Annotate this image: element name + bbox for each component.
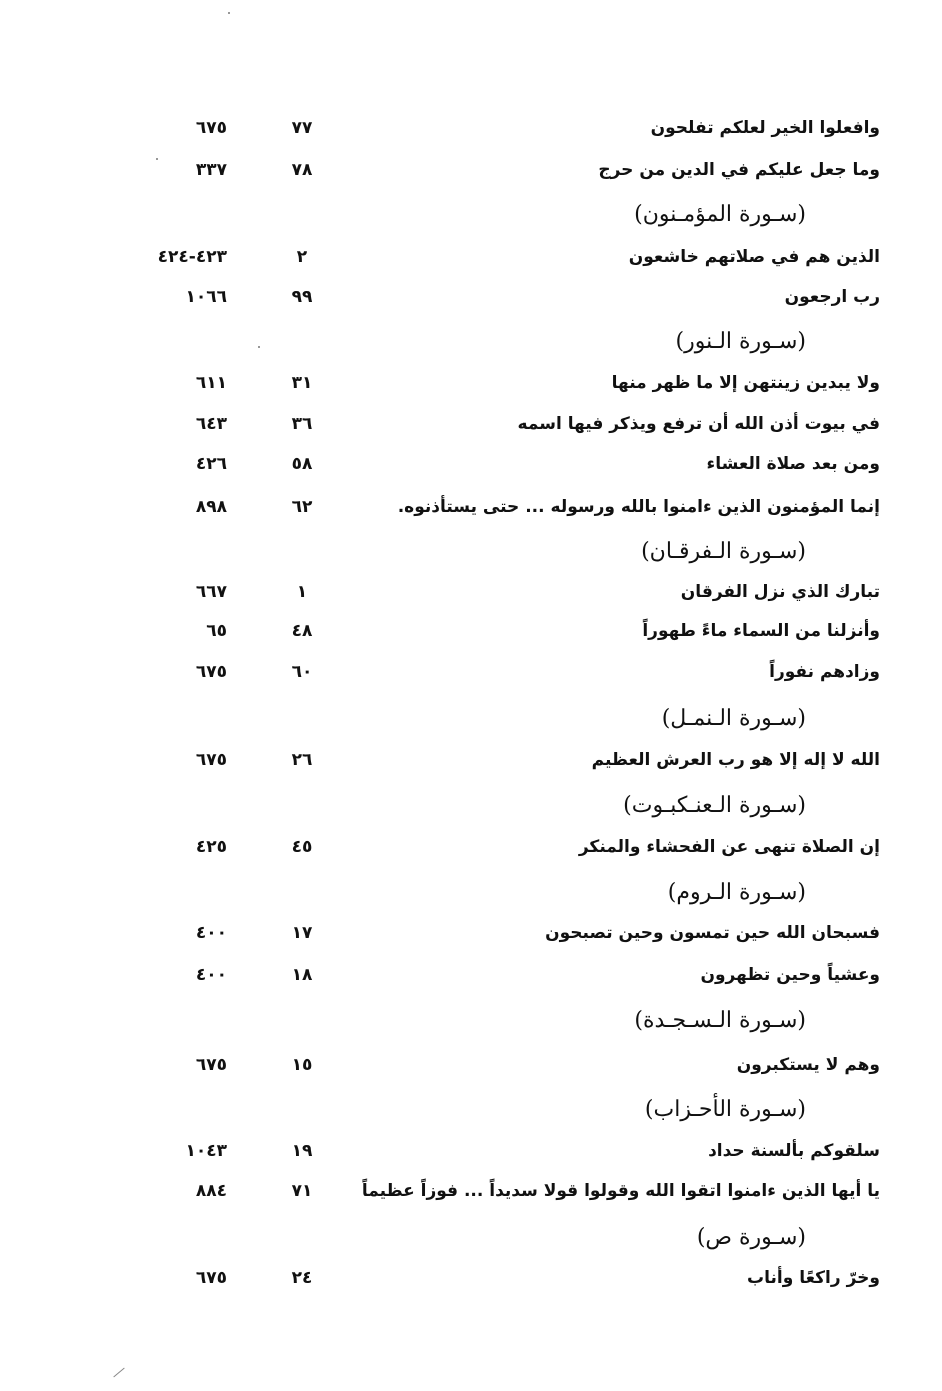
verse-text: يا أيها الذين ءامنوا اتقوا الله وقولوا قولا سديداً ... فوزاً عظيماً [361,1181,880,1201]
surah-heading [0,530,942,574]
verse-row [0,150,942,190]
surah-title: (سـورة الأحـزاب) [644,1097,806,1122]
ayah-number: ١٧ [291,923,313,943]
page-reference: ٦٧٥ [195,750,227,770]
verse-row [0,1045,942,1085]
verse-text: إن الصلاة تنهى عن الفحشاء والمنكر [578,837,880,857]
ayah-number: ٢٤ [291,1268,313,1288]
page-reference: ٦٦٧ [195,582,227,602]
surah-title: (سـورة المؤمـنون) [634,202,806,227]
surah-heading [0,193,942,237]
page-reference: ٤٢٦ [195,454,227,474]
verse-text: وافعلوا الخير لعلكم تفلحون [650,118,880,138]
verse-row [0,404,942,444]
verse-row [0,913,942,953]
verse-row [0,444,942,484]
page-reference: ٤٢٣-٤٢٤ [157,247,227,267]
verse-row [0,363,942,403]
verse-text: وما جعل عليكم في الدين من حرج [598,160,880,180]
surah-heading [0,320,942,364]
ayah-number: ٧١ [291,1181,313,1201]
ayah-number: ٥٨ [291,454,313,474]
ayah-number: ١٩ [291,1141,313,1161]
ayah-number: ١ [296,582,308,602]
verse-row [0,652,942,692]
ayah-number: ٦٠ [291,662,313,682]
surah-title: (سـورة الـسـجـدة) [634,1008,806,1033]
surah-title: (سـورة الـنمـل) [661,706,806,731]
page-reference: ٦٧٥ [195,662,227,682]
scan-speck [156,158,158,160]
page-reference: ٨٨٤ [195,1181,227,1201]
surah-title: (سـورة الـفرقـان) [641,539,806,564]
page-reference: ٤٢٥ [195,837,227,857]
ayah-number: ٤٨ [291,621,313,641]
verse-text: وخرّ راكعًا وأناب [747,1268,880,1288]
page-reference: ٨٩٨ [195,497,227,517]
verse-row [0,277,942,317]
surah-title: (سـورة الـنور) [675,329,806,354]
surah-heading [0,697,942,741]
verse-row [0,1258,942,1298]
page-reference: ٤٠٠ [195,965,227,985]
scan-speck [228,12,230,14]
ayah-number: ٩٩ [291,287,313,307]
ayah-number: ٧٨ [291,160,313,180]
verse-text: ولا يبدين زينتهن إلا ما ظهر منها [611,373,880,393]
verse-row [0,827,942,867]
ayah-number: ٢ [296,247,308,267]
verse-row [0,740,942,780]
verse-row [0,572,942,612]
verse-text: الله لا إله إلا هو رب العرش العظيم [591,750,880,770]
page-reference: ٦٧٥ [195,1268,227,1288]
page-reference: ٦٥ [206,621,227,641]
verse-text: وعشياً وحين تظهرون [700,965,880,985]
surah-heading [0,1088,942,1132]
surah-heading [0,784,942,828]
page-reference: ٦٤٣ [195,414,227,434]
ayah-number: ٦٢ [291,497,313,517]
page-reference: ٦١١ [195,373,227,393]
verse-row [0,108,942,148]
verse-row [0,611,942,651]
surah-heading [0,999,942,1043]
ayah-number: ٤٥ [291,837,313,857]
ayah-number: ٢٦ [291,750,313,770]
surah-title: (سـورة ص) [696,1225,806,1250]
surah-heading [0,871,942,915]
surah-title: (سـورة الـعنـكبـوت) [623,793,806,818]
verse-text: إنما المؤمنون الذين ءامنوا بالله ورسوله ... حتى يستأذنوه. [397,497,880,517]
page-reference: ٤٠٠ [195,923,227,943]
verse-row [0,487,942,527]
verse-row [0,1131,942,1171]
verse-text: الذين هم في صلاتهم خاشعون [628,247,880,267]
page-reference: ٦٧٥ [195,118,227,138]
verse-text: سلقوكم بألسنة حداد [708,1141,880,1161]
verse-row [0,237,942,277]
page-reference: ٣٣٧ [195,160,227,180]
scan-speck [258,346,260,348]
ayah-number: ٣٦ [291,414,313,434]
page-reference: ١٠٦٦ [185,287,227,307]
ayah-number: ١٨ [291,965,313,985]
verse-text: فسبحان الله حين تمسون وحين تصبحون [545,923,880,943]
verse-row [0,955,942,995]
verse-text: تبارك الذي نزل الفرقان [680,582,880,602]
verse-text: وزادهم نفوراً [769,662,880,682]
verse-text: وهم لا يستكبرون [736,1055,880,1075]
verse-text: وأنزلنا من السماء ماءً طهوراً [642,621,880,641]
page-reference: ١٠٤٣ [185,1141,227,1161]
surah-title: (سـورة الـروم) [667,880,806,905]
verse-row [0,1171,942,1211]
verse-text: ومن بعد صلاة العشاء [706,454,880,474]
page-reference: ٦٧٥ [195,1055,227,1075]
surah-heading [0,1216,942,1260]
verse-text: رب ارجعون [784,287,880,307]
ayah-number: ٣١ [291,373,313,393]
ayah-number: ٧٧ [291,118,313,138]
verse-text: في بيوت أذن الله أن ترفع ويذكر فيها اسمه [517,414,880,434]
scan-mark [113,1368,124,1378]
ayah-number: ١٥ [291,1055,313,1075]
